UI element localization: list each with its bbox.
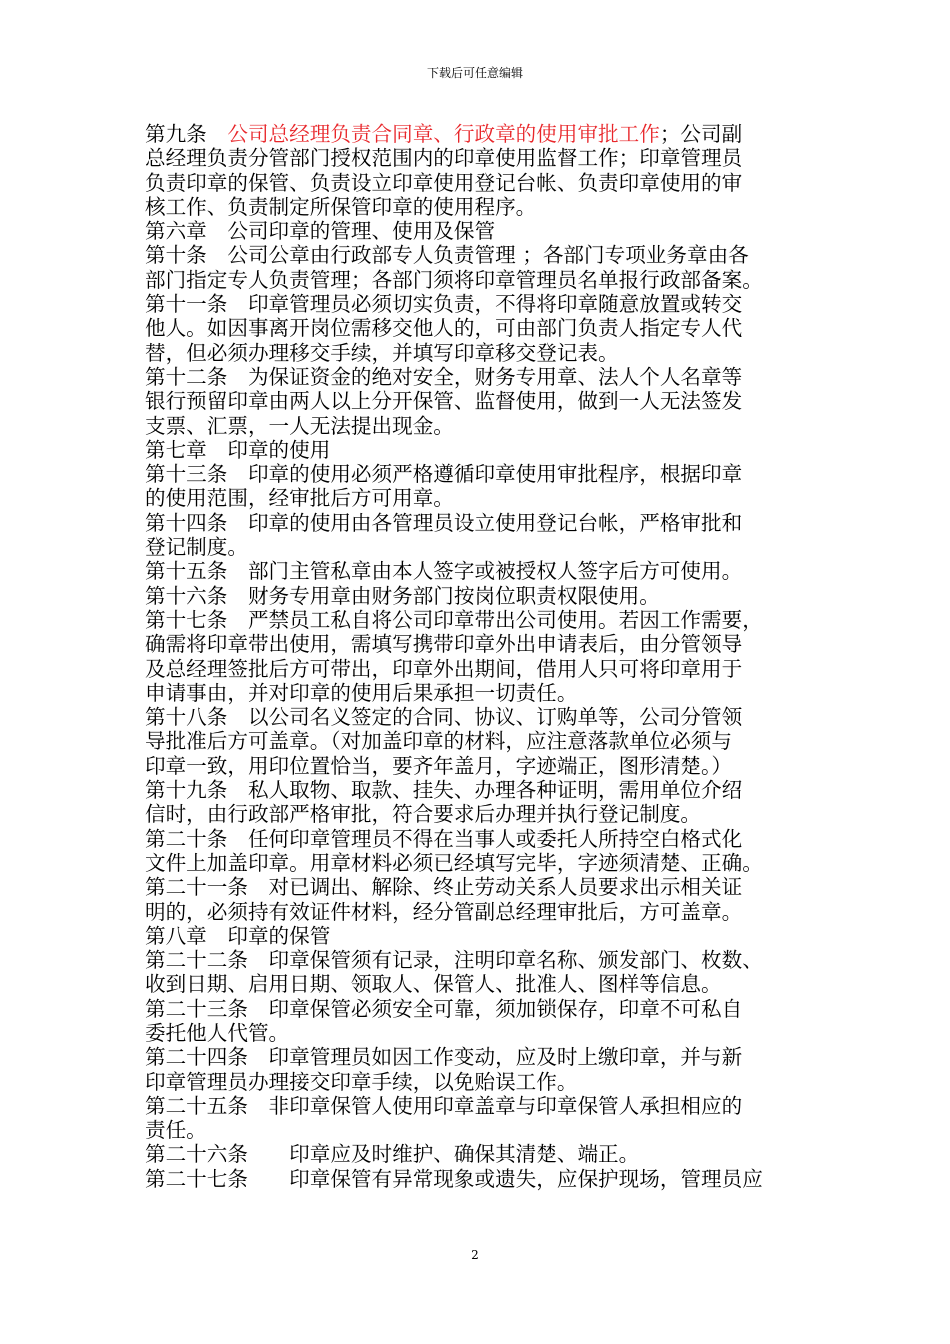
text-line: 第二十一条 对已调出、解除、终止劳动关系人员要求出示相关证	[145, 875, 743, 900]
text-line: 部门指定专人负责管理；各部门须将印章管理员名单报行政部备案。	[145, 267, 763, 292]
page-header: 下载后可任意编辑	[426, 66, 523, 80]
text-line: 登记制度。	[145, 535, 248, 560]
text-line: 第十三条 印章的使用必须严格遵循印章使用审批程序，根据印章	[145, 462, 743, 487]
text-line: 责任。	[145, 1118, 207, 1143]
text-line: 银行预留印章由两人以上分开保管、监督使用，做到一人无法签发	[145, 389, 743, 414]
text-line: 委托他人代管。	[145, 1020, 290, 1045]
document-body	[145, 122, 835, 1191]
text-line: 第二十六条 印章应及时维护、确保其清楚、端正。	[145, 1142, 640, 1167]
text-line: 及总经理签批后方可带出，印章外出期间，借用人只可将印章用于	[145, 656, 743, 681]
text-line: 收到日期、启用日期、领取人、保管人、批准人、图样等信息。	[145, 972, 722, 997]
text-line: 第六章 公司印章的管理、使用及保管	[145, 219, 496, 244]
text-line: 第七章 印章的使用	[145, 437, 331, 462]
text-line: 文件上加盖印章。用章材料必须已经填写完毕，字迹须清楚、正确。	[145, 850, 763, 875]
text-line: 第二十五条 非印章保管人使用印章盖章与印章保管人承担相应的	[145, 1093, 743, 1118]
highlighted-text: 公司总经理负责合同章、行政章的使用审批工作	[227, 122, 660, 146]
text-line: 第二十二条 印章保管须有记录，注明印章名称、颁发部门、枚数、	[145, 948, 763, 973]
text-line: 申请事由，并对印章的使用后果承担一切责任。	[145, 680, 578, 705]
text-line: 第八章 印章的保管	[145, 923, 331, 948]
text-line: 第二十七条 印章保管有异常现象或遗失，应保护现场，管理员应	[145, 1166, 763, 1191]
text-line: 第十二条 为保证资金的绝对安全，财务专用章、法人个人名章等	[145, 364, 743, 389]
text-line: 第十四条 印章的使用由各管理员设立使用登记台帐，严格审批和	[145, 510, 743, 535]
text-line: 第十条 公司公章由行政部专人负责管理 ；各部门专项业务章由各	[145, 243, 749, 268]
text-line: 第十一条 印章管理员必须切实负责，不得将印章随意放置或转交	[145, 292, 743, 317]
text-line: 第十八条 以公司名义签定的合同、协议、订购单等，公司分管领	[145, 705, 743, 730]
text-line: 他人。如因事离开岗位需移交他人的，可由部门负责人指定专人代	[145, 316, 743, 341]
text-segment: 第九条	[145, 122, 228, 146]
text-line: 印章一致，用印位置恰当，要齐年盖月，字迹端正，图形清楚。）	[145, 753, 732, 778]
text-line: 总经理负责分管部门授权范围内的印章使用监督工作；印章管理员	[145, 146, 743, 171]
text-line: 第十六条 财务专用章由财务部门按岗位职责权限使用。	[145, 583, 660, 608]
text-line: 核工作、负责制定所保管印章的使用程序。	[145, 194, 537, 219]
text-line: 信时，由行政部严格审批，符合要求后办理并执行登记制度。	[145, 802, 702, 827]
text-line: 第十七条 严禁员工私自将公司印章带出公司使用。若因工作需要，	[145, 607, 763, 632]
page-number: 2	[471, 1248, 479, 1262]
text-line: 负责印章的保管、负责设立印章使用登记台帐、负责印章使用的审	[145, 170, 743, 195]
text-line: 第十九条 私人取物、取款、挂失、办理各种证明，需用单位介绍	[145, 778, 743, 803]
text-line: 确需将印章带出使用，需填写携带印章外出申请表后，由分管领导	[145, 632, 743, 657]
text-line: 第二十条 任何印章管理员不得在当事人或委托人所持空白格式化	[145, 826, 743, 851]
text-line: 支票、汇票，一人无法提出现金。	[145, 413, 454, 438]
text-line: 导批准后方可盖章。（对加盖印章的材料，应注意落款单位必须与	[145, 729, 732, 754]
text-line: 印章管理员办理接交印章手续，以免贻误工作。	[145, 1069, 578, 1094]
text-segment: ；公司副	[659, 122, 743, 146]
text-line: 第十五条 部门主管私章由本人签字或被授权人签字后方可使用。	[145, 559, 743, 584]
text-line: 的使用范围，经审批后方可用章。	[145, 486, 454, 511]
text-line: 第二十三条 印章保管必须安全可靠，须加锁保存，印章不可私自	[145, 996, 743, 1021]
text-line: 替，但必须办理移交手续，并填写印章移交登记表。	[145, 340, 619, 365]
text-line	[145, 122, 835, 146]
text-line: 明的，必须持有效证件材料，经分管副总经理审批后，方可盖章。	[145, 899, 743, 924]
text-line: 第二十四条 印章管理员如因工作变动，应及时上缴印章，并与新	[145, 1045, 743, 1070]
